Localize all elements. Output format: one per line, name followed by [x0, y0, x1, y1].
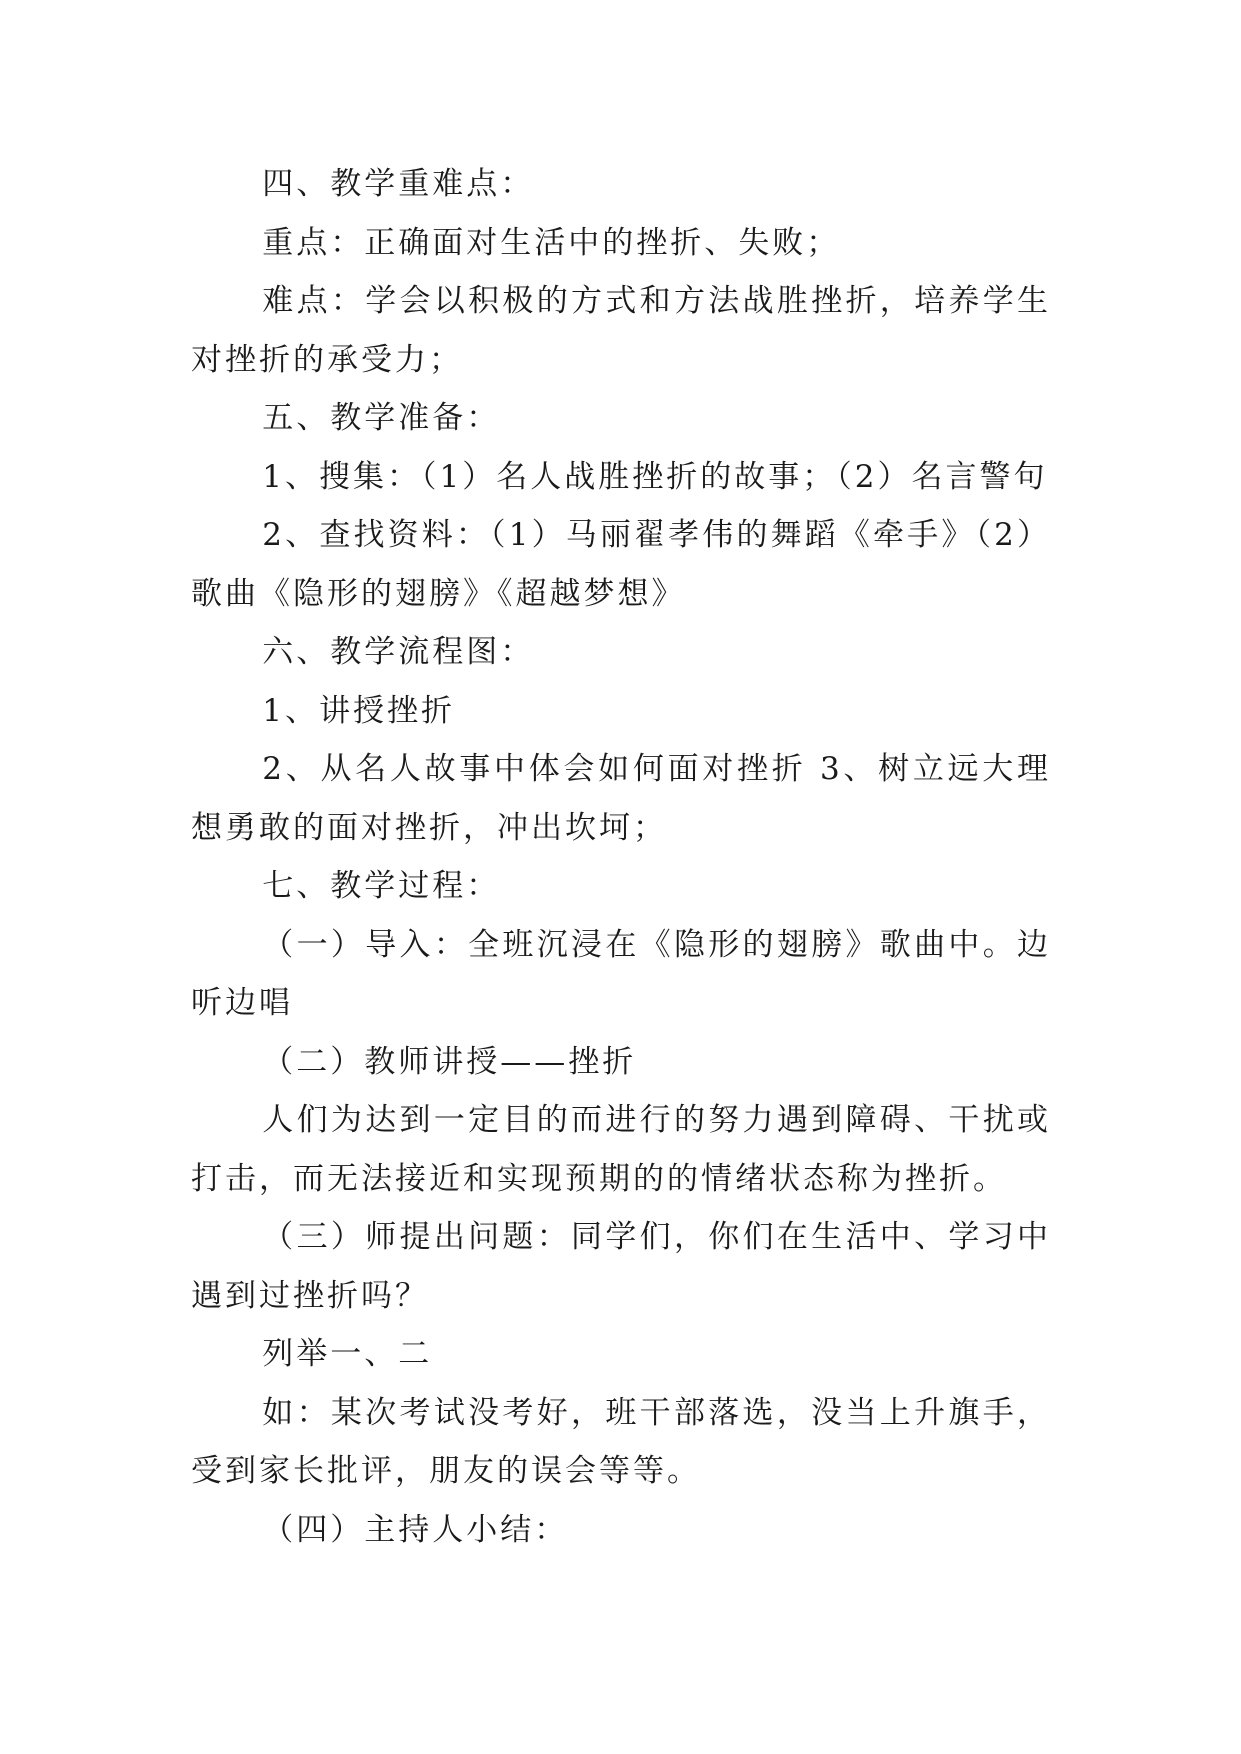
paragraph-difficult-point: 难点：学会以积极的方式和方法战胜挫折，培养学生对挫折的承受力； — [191, 283, 1051, 378]
section-heading-key-points: 四、教学重难点： — [262, 166, 535, 202]
paragraph-key-point: 重点：正确面对生活中的挫折、失败； — [262, 224, 841, 261]
paragraph-materials: 2、查找资料：（1）马丽翟孝伟的舞蹈《牵手》（2）歌曲《隐形的翅膀》《超越梦想》 — [191, 517, 1051, 612]
paragraph-flow-step-1: 1、讲授挫折 — [262, 692, 456, 729]
paragraph-introduction: （一）导入：全班沉浸在《隐形的翅膀》歌曲中。边听边唱 — [191, 926, 1051, 1021]
paragraph-collect: 1、搜集：（1）名人战胜挫折的故事；（2）名言警句 — [262, 458, 1048, 495]
paragraph-host-summary: （四）主持人小结： — [262, 1511, 569, 1548]
paragraph-teacher-lecture: （二）教师讲授——挫折 — [262, 1043, 637, 1080]
section-heading-flowchart: 六、教学流程图： — [262, 634, 535, 670]
section-heading-process: 七、教学过程： — [262, 868, 501, 904]
paragraph-examples: 如：某次考试没考好，班干部落选，没当上升旗手，受到家长批评，朋友的误会等等。 — [191, 1394, 1051, 1489]
paragraph-flow-step-2-3: 2、从名人故事中体会如何面对挫折 3、树立远大理想勇敢的面对挫折，冲出坎坷； — [191, 751, 1051, 846]
section-heading-preparation: 五、教学准备： — [262, 400, 501, 436]
paragraph-question: （三）师提出问题：同学们，你们在生活中、学习中遇到过挫折吗？ — [191, 1219, 1051, 1314]
paragraph-definition: 人们为达到一定目的而进行的努力遇到障碍、干扰或打击，而无法接近和实现预期的的情绪状态称为挫折。 — [191, 1102, 1051, 1197]
document-body — [191, 155, 1051, 1559]
paragraph-examples-heading: 列举一、二 — [262, 1336, 433, 1372]
